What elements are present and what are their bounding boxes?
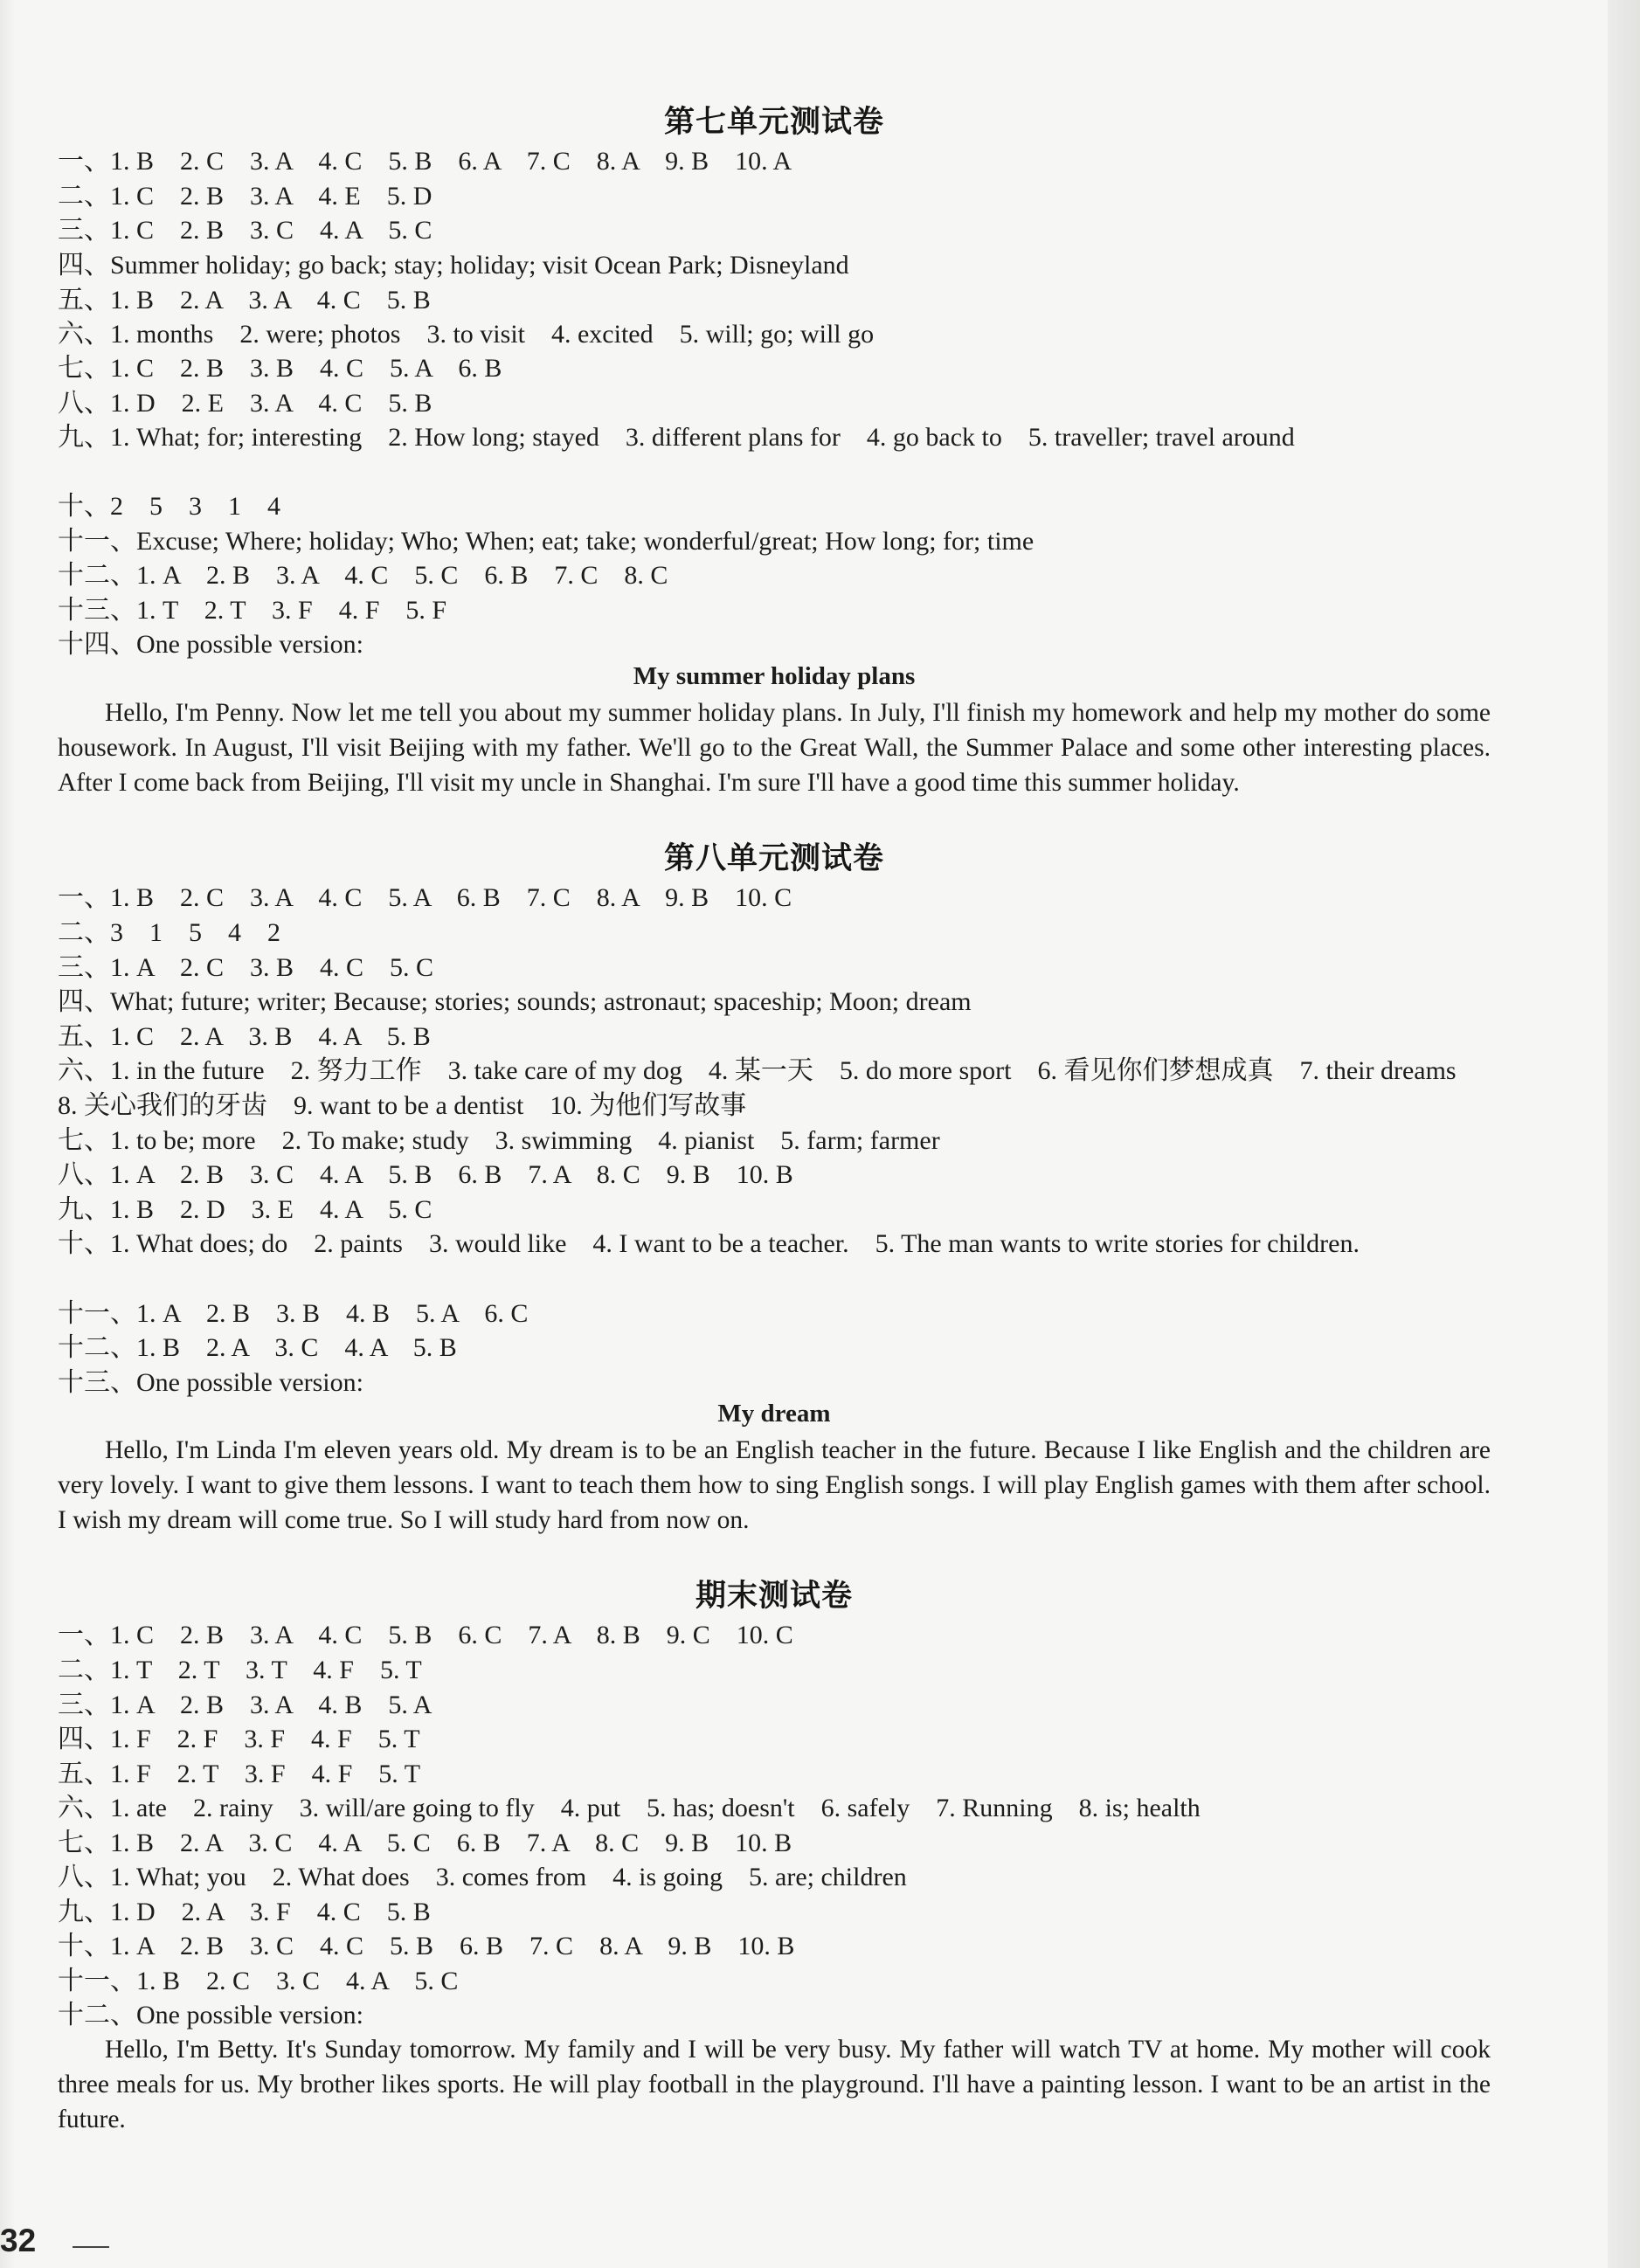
- final-essay: Hello, I'm Betty. It's Sunday tomorrow. My family and I will be very busy. My father will watch TV at home. My mother will cook three meals for us. My brother likes sports. He will play football in the playground. I'll have a painting lesson. I want to be an artist in the future.: [58, 2036, 1491, 2133]
- unit7-title: 第七单元测试卷: [663, 105, 884, 140]
- final-line-11: 十一、1. B 2. C 3. C 4. A 5. C: [58, 1967, 459, 1995]
- page-number: 32: [0, 2223, 37, 2258]
- final-line-2: 二、1. T 2. T 3. T 4. F 5. T: [58, 1656, 422, 1684]
- unit8-essay: Hello, I'm Linda I'm eleven years old. My dream is to be an English teacher in the future. Because I like English and the children are very lovely. I want to give them lessons. I want to teach them how to sing English songs. I will play English games with them after school. I wish my dream will come true. So I will study hard from now on.: [58, 1436, 1491, 1534]
- unit8-title: 第八单元测试卷: [663, 841, 884, 876]
- unit8-line-8: 八、1. A 2. B 3. C 4. A 5. B 6. B 7. A 8. C 9. B 10. B: [58, 1160, 793, 1189]
- unit8-line-11: 十一、1. A 2. B 3. B 4. B 5. A 6. C: [58, 1299, 529, 1328]
- final-line-10: 十、1. A 2. B 3. C 4. C 5. B 6. B 7. C 8. A 9. B 10. B: [58, 1932, 795, 1960]
- unit7-line-10: 十、2 5 3 1 4: [58, 492, 280, 521]
- unit7-line-3: 三、1. C 2. B 3. C 4. A 5. C: [58, 216, 432, 245]
- final-line-8: 八、1. What; you 2. What does 3. comes from 4. is going 5. are; children: [58, 1863, 907, 1891]
- page-shadow-left: [0, 0, 16, 2268]
- final-line-9: 九、1. D 2. A 3. F 4. C 5. B: [58, 1898, 431, 1926]
- final-line-5: 五、1. F 2. T 3. F 4. F 5. T: [58, 1760, 421, 1788]
- unit7-essay: Hello, I'm Penny. Now let me tell you about my summer holiday plans. In July, I'll finish my homework and help my mother do some housework. In August, I'll visit Beijing with my father. We'll go to the Great Wall, the Summer Palace and some other interesting places. After I come back from Beijing, I'll visit my uncle in Shanghai. I'm sure I'll have a good time this summer holiday.: [58, 699, 1491, 797]
- final-line-7: 七、1. B 2. A 3. C 4. A 5. C 6. B 7. A 8. C 9. B 10. B: [58, 1829, 792, 1857]
- unit7-line-8: 八、1. D 2. E 3. A 4. C 5. B: [58, 389, 432, 418]
- final-line-6: 六、1. ate 2. rainy 3. will/are going to fly 4. put 5. has; doesn't 6. safely 7. Running 8. is; health: [58, 1794, 1201, 1822]
- unit8-line-7: 七、1. to be; more 2. To make; study 3. swimming 4. pianist 5. farm; farmer: [58, 1126, 940, 1155]
- page-shadow-right: [1608, 0, 1640, 2268]
- unit7-line-13: 十三、1. T 2. T 3. F 4. F 5. F: [58, 596, 447, 625]
- final-line-3: 三、1. A 2. B 3. A 4. B 5. A: [58, 1691, 432, 1719]
- unit8-line-2: 二、3 1 5 4 2: [58, 918, 280, 947]
- unit8-line-5: 五、1. C 2. A 3. B 4. A 5. B: [58, 1022, 431, 1051]
- unit8-line-13: 十三、One possible version:: [58, 1368, 363, 1397]
- unit7-line-2: 二、1. C 2. B 3. A 4. E 5. D: [58, 182, 432, 211]
- unit7-line-11: 十一、Excuse; Where; holiday; Who; When; eat; take; wonderful/great; How long; for; time: [58, 527, 1035, 556]
- final-line-4: 四、1. F 2. F 3. F 4. F 5. T: [58, 1725, 420, 1753]
- unit7-line-7: 七、1. C 2. B 3. B 4. C 5. A 6. B: [58, 354, 502, 383]
- unit7-line-4: 四、Summer holiday; go back; stay; holiday; visit Ocean Park; Disneyland: [58, 251, 849, 280]
- unit8-line-12: 十二、1. B 2. A 3. C 4. A 5. B: [58, 1333, 457, 1362]
- unit8-line-4: 四、What; future; writer; Because; stories; sounds; astronaut; spaceship; Moon; dream: [58, 987, 972, 1016]
- unit8-line-9: 九、1. B 2. D 3. E 4. A 5. C: [58, 1195, 432, 1224]
- unit7-essay-title: My summer holiday plans: [633, 662, 916, 690]
- unit8-line-10: 十、1. What does; do 2. paints 3. would like 4. I want to be a teacher. 5. The man wants to write stories for children.: [58, 1229, 1360, 1258]
- unit7-line-1: 一、1. B 2. C 3. A 4. C 5. B 6. A 7. C 8. A 9. B 10. A: [58, 147, 792, 176]
- unit8-line-6: 六、1. in the future 2. 努力工作 3. take care of my dog 4. 某一天 5. do more sport 6. 看见你们梦想成真 7. their dreams 8. 关心我们的牙齿 9. want to be a dentist 10. 为他们写故事: [58, 1056, 1483, 1120]
- unit8-essay-title: My dream: [717, 1400, 831, 1428]
- unit7-line-5: 五、1. B 2. A 3. A 4. C 5. B: [58, 286, 431, 315]
- unit7-line-9: 九、1. What; for; interesting 2. How long; stayed 3. different plans for 4. go back to 5. traveller; travel around: [58, 423, 1295, 452]
- unit7-line-12: 十二、1. A 2. B 3. A 4. C 5. C 6. B 7. C 8. C: [58, 561, 668, 590]
- page-number-rule: [73, 2246, 109, 2248]
- final-line-12: 十二、One possible version:: [58, 2001, 363, 2029]
- final-line-1: 一、1. C 2. B 3. A 4. C 5. B 6. C 7. A 8. B 9. C 10. C: [58, 1621, 793, 1649]
- unit8-line-1: 一、1. B 2. C 3. A 4. C 5. A 6. B 7. C 8. A 9. B 10. C: [58, 883, 792, 912]
- final-title: 期末测试卷: [695, 1579, 853, 1614]
- unit7-line-6: 六、1. months 2. were; photos 3. to visit 4. excited 5. will; go; will go: [58, 320, 875, 349]
- unit8-line-3: 三、1. A 2. C 3. B 4. C 5. C: [58, 953, 434, 982]
- unit7-line-14: 十四、One possible version:: [58, 630, 363, 659]
